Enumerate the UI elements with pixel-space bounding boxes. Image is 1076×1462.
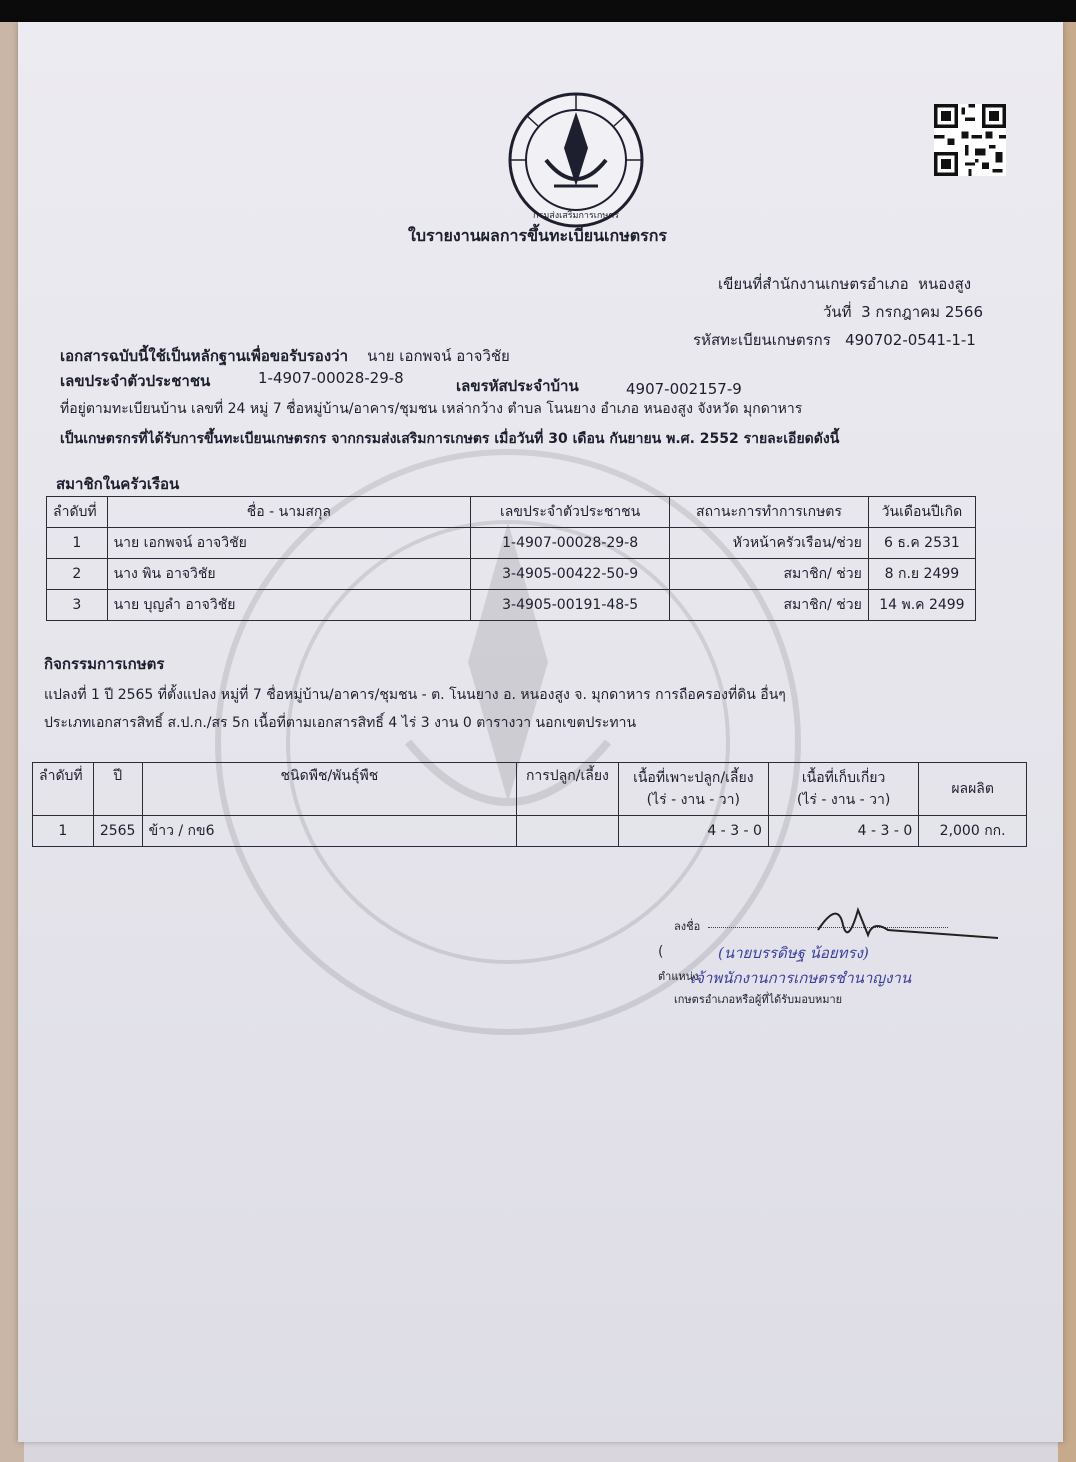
dept-seal-icon [506,90,646,230]
row-no: 1 [33,816,94,847]
row-id: 3-4905-00191-48-5 [471,590,670,621]
household-heading: สมาชิกในครัวเรือน [56,475,180,493]
document-page [18,22,1063,1442]
position-label: ตำแหน่ง [658,970,699,983]
table-row [47,559,976,590]
signer-paren-open: ( [658,944,664,960]
row-planting [517,816,619,847]
harvest-area-unit: (ไร่ - งาน - วา) [796,792,891,808]
reg-code-label: รหัสทะเบียนเกษตรกร [693,331,831,349]
row-no: 1 [47,528,108,559]
col-crop: ชนิดพืช/พันธุ์พืช [142,763,517,816]
col-no: ลำดับที่ [47,497,108,528]
row-yield: 2,000 กก. [919,816,1027,847]
written-at [718,272,971,296]
house-code-value: 4907-002157-9 [626,380,742,398]
row-status: สมาชิก/ ช่วย [670,590,869,621]
row-planted-area: 4 - 3 - 0 [618,816,768,847]
row-name: นาย บุญลำ อาจวิชัย [107,590,471,621]
signer-position: เจ้าพนักงานการเกษตรชำนาญงาน [690,969,912,987]
sign-label: ลงชื่อ [674,920,701,933]
row-dob: 6 ธ.ค 2531 [868,528,975,559]
certify-line [60,344,510,368]
signer-name: (นายบรรดิษฐ น้อยทรง) [718,944,869,962]
row-status: หัวหน้าครัวเรือน/ช่วย [670,528,869,559]
house-code-label: เลขรหัสประจำบ้าน [456,377,579,395]
row-name: นาง พิน อาจวิชัย [107,559,471,590]
row-name: นาย เอกพจน์ อาจวิชัย [107,528,471,559]
date-value: 3 กรกฎาคม 2566 [861,303,984,321]
row-no: 3 [47,590,108,621]
col-planted-area [618,763,768,816]
col-harvest-area [768,763,918,816]
row-no: 2 [47,559,108,590]
col-year: ปี [93,763,142,816]
table-row [47,528,976,559]
row-id: 3-4905-00422-50-9 [471,559,670,590]
row-year: 2565 [93,816,142,847]
citizen-id-line [60,369,210,393]
col-planting: การปลูก/เลี้ยง [517,763,619,816]
table-header-row [33,763,1027,816]
citizen-id-label: เลขประจำตัวประชาชน [60,372,211,390]
document-title: ใบรายงานผลการขึ้นทะเบียนเกษตรกร [408,226,668,245]
harvest-area-title: เนื้อที่เก็บเกี่ยว [801,770,886,786]
qr-code-icon [934,104,1006,176]
table-header-row [47,497,976,528]
activity-table [32,762,1027,847]
svg-text:กรมส่งเสริมการเกษตร: กรมส่งเสริมการเกษตร [533,211,619,221]
household-table [46,496,976,621]
address-line: ที่อยู่ตามทะเบียนบ้าน เลขที่ 24 หมู่ 7 ชื่อหมู่บ้าน/อาคาร/ชุมชน เหล่ากว้าง ตำบล โนนยาง อำเภอ หนองสูง จังหวัด มุกดาหาร [60,401,803,417]
table-row [33,816,1027,847]
registration-code [693,328,976,352]
planted-area-title: เนื้อที่เพาะปลูก/เลี้ยง [633,770,754,786]
row-status: สมาชิก/ ช่วย [670,559,869,590]
top-bar [0,0,1076,22]
document-rights-line: ประเภทเอกสารสิทธิ์ ส.ป.ก./สร 5ก เนื้อที่ตามเอกสารสิทธิ์ 4 ไร่ 3 งาน 0 ตารางวา นอกเขตประทาน [44,715,637,731]
reg-code-value: 490702-0541-1-1 [845,331,976,349]
row-harvest-area: 4 - 3 - 0 [768,816,918,847]
written-at-label: เขียนที่สำนักงานเกษตรอำเภอ [718,275,909,293]
written-at-value: หนองสูง [918,275,972,293]
col-dob: วันเดือนปีเกิด [868,497,975,528]
row-crop: ข้าว / กข6 [142,816,517,847]
row-id: 1-4907-00028-29-8 [471,528,670,559]
document-date [823,300,983,324]
col-status: สถานะการทำการเกษตร [670,497,869,528]
table-row [47,590,976,621]
citizen-id-value: 1-4907-00028-29-8 [258,369,404,387]
row-dob: 14 พ.ค 2499 [868,590,975,621]
col-no: ลำดับที่ [33,763,94,816]
signer-note: เกษตรอำเภอหรือผู้ที่ได้รับมอบหมาย [674,993,843,1006]
row-dob: 8 ก.ย 2499 [868,559,975,590]
col-citizen-id: เลขประจำตัวประชาชน [471,497,670,528]
certify-intro: เอกสารฉบับนี้ใช้เป็นหลักฐานเพื่อขอรับรองว่า [60,347,348,365]
col-name: ชื่อ - นามสกุล [107,497,471,528]
planted-area-unit: (ไร่ - งาน - วา) [646,792,740,808]
farmer-name: นาย เอกพจน์ อาจวิชัย [367,347,510,365]
col-yield: ผลผลิต [919,763,1027,816]
plot-line: แปลงที่ 1 ปี 2565 ที่ตั้งแปลง หมู่ที่ 7 ชื่อหมู่บ้าน/อาคาร/ชุมชน - ต. โนนยาง อ. หนองสูง จ. มุกดาหาร การถือครองที่ดิน อื่นๆ [44,687,786,703]
date-label: วันที่ [823,303,852,321]
activity-heading: กิจกรรมการเกษตร [44,655,165,673]
registered-line: เป็นเกษตรกรที่ได้รับการขึ้นทะเบียนเกษตรกร จากกรมส่งเสริมการเกษตร เมื่อวันที่ 30 เดือน กันยายน พ.ศ. 2552 รายละเอียดดังนี้ [60,431,840,447]
